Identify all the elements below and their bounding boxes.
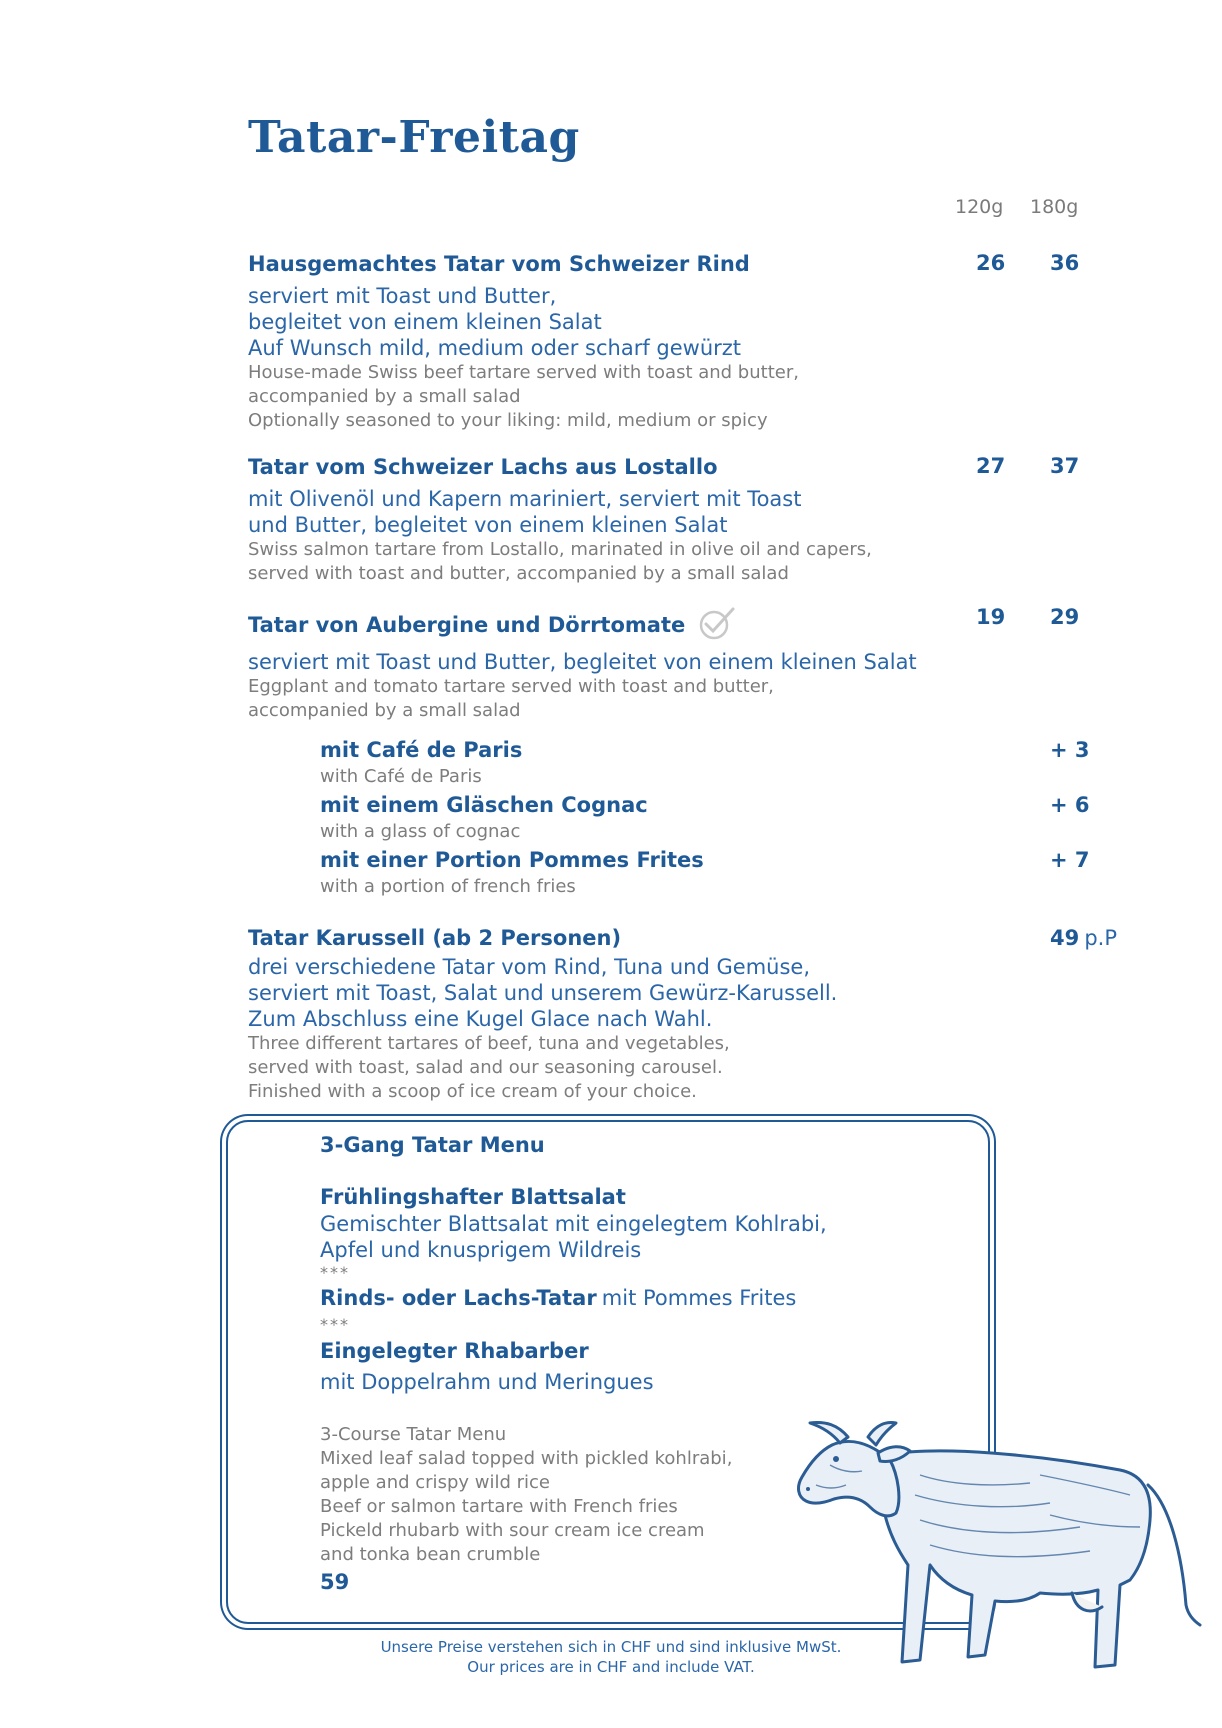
menu-description-en: and tonka bean crumble [320,1544,541,1565]
extra-price: + 7 [1050,848,1090,872]
extra-price: + 3 [1050,738,1090,762]
menu-description-en: apple and crispy wild rice [320,1472,550,1493]
extra-name: mit einer Portion Pommes Frites [320,848,704,872]
course-separator: *** [320,1315,350,1334]
course1-name: Frühlingshafter Blattsalat [320,1185,626,1209]
menu-title: 3-Gang Tatar Menu [320,1133,545,1157]
price-120g: 27 [976,454,1006,478]
dish-aubergine-tartare [248,605,948,723]
price-120g: 26 [976,251,1006,275]
menu-description-en: Beef or salmon tartare with French fries [320,1496,678,1517]
extra-name: mit einem Gläschen Cognac [320,793,648,817]
dish-description-en: House-made Swiss beef tartare served with toast and butter, [248,362,799,383]
dish-description-en: accompanied by a small salad [248,386,521,407]
dish-description-de: und Butter, begleitet von einem kleinen Salat [248,513,728,537]
course2-suffix: mit Pommes Frites [601,1286,797,1310]
dish-tatar-karussell [248,924,948,1104]
dish-description-de: drei verschiedene Tatar vom Rind, Tuna und Gemüse, [248,955,810,979]
price-unit: p.P [1084,926,1117,950]
course3-name: Eingelegter Rhabarber [320,1339,589,1363]
extra-name: mit Café de Paris [320,738,523,762]
price-180g: 29 [1050,605,1080,629]
karussell-price [1050,924,1117,954]
extra-description-en: with a glass of cognac [320,821,521,842]
page-title: Tatar-Freitag [248,112,580,163]
dish-name-row [248,605,948,647]
dish-description-en: served with toast and butter, accompanied by a small salad [248,563,789,584]
course1-description: Apfel und knusprigem Wildreis [320,1238,642,1262]
dish-description-de: serviert mit Toast, Salat und unserem Gewürz-Karussell. [248,981,838,1005]
extra-item [320,736,920,791]
footer-note-en: Our prices are in CHF and include VAT. [467,1658,755,1676]
extra-description-en: with a portion of french fries [320,876,576,897]
dish-description-de: Auf Wunsch mild, medium oder scharf gewürzt [248,336,742,360]
size-header-120g: 120g [955,196,1004,218]
extra-price: + 6 [1050,793,1090,817]
menu-price: 59 [320,1570,350,1594]
price-120g: 19 [976,605,1006,629]
dish-beef-tartare [248,251,948,433]
price-180g: 37 [1050,454,1080,478]
course2-name: Rinds- oder Lachs-Tatar [320,1286,597,1310]
dish-description-en: served with toast, salad and our seasoning carousel. [248,1057,723,1078]
dish-description-en: accompanied by a small salad [248,700,521,721]
menu-description-en: Pickeld rhubarb with sour cream ice cream [320,1520,705,1541]
dish-salmon-tartare [248,454,948,586]
extras-list [320,736,920,901]
menu-description-en: 3-Course Tatar Menu [320,1424,507,1445]
dish-description-en: Eggplant and tomato tartare served with toast and butter, [248,676,774,697]
dish-description-de: Zum Abschluss eine Kugel Glace nach Wahl. [248,1007,713,1031]
dish-description-de: begleitet von einem kleinen Salat [248,310,602,334]
dish-name: Tatar vom Schweizer Lachs aus Lostallo [248,455,718,479]
vegetarian-check-icon [697,605,737,647]
dish-description-de: serviert mit Toast und Butter, [248,284,557,308]
menu-description-en: Mixed leaf salad topped with pickled kohlrabi, [320,1448,733,1469]
course2-row [320,1283,880,1315]
price-value: 49 [1050,926,1080,950]
price-180g: 36 [1050,251,1080,275]
dish-description-en: Finished with a scoop of ice cream of your choice. [248,1081,697,1102]
dish-description-en: Three different tartares of beef, tuna and vegetables, [248,1033,730,1054]
extra-item [320,846,920,901]
course-separator: *** [320,1263,350,1282]
dish-description-en: Swiss salmon tartare from Lostallo, marinated in olive oil and capers, [248,539,872,560]
dish-description-de: serviert mit Toast und Butter, begleitet von einem kleinen Salat [248,650,917,674]
dish-name: Hausgemachtes Tatar vom Schweizer Rind [248,252,750,276]
extra-description-en: with Café de Paris [320,766,482,787]
extra-item [320,791,920,846]
dish-description-de: mit Olivenöl und Kapern mariniert, serviert mit Toast [248,487,802,511]
course1-description: Gemischter Blattsalat mit eingelegtem Kohlrabi, [320,1212,827,1236]
dish-name: Tatar Karussell (ab 2 Personen) [248,926,622,950]
dish-name: Tatar von Aubergine und Dörrtomate [248,613,686,637]
footer-note-de: Unsere Preise verstehen sich in CHF und sind inklusive MwSt. [380,1638,842,1656]
size-header-180g: 180g [1030,196,1079,218]
dish-description-en: Optionally seasoned to your liking: mild, medium or spicy [248,410,768,431]
course3-description: mit Doppelrahm und Meringues [320,1370,654,1394]
